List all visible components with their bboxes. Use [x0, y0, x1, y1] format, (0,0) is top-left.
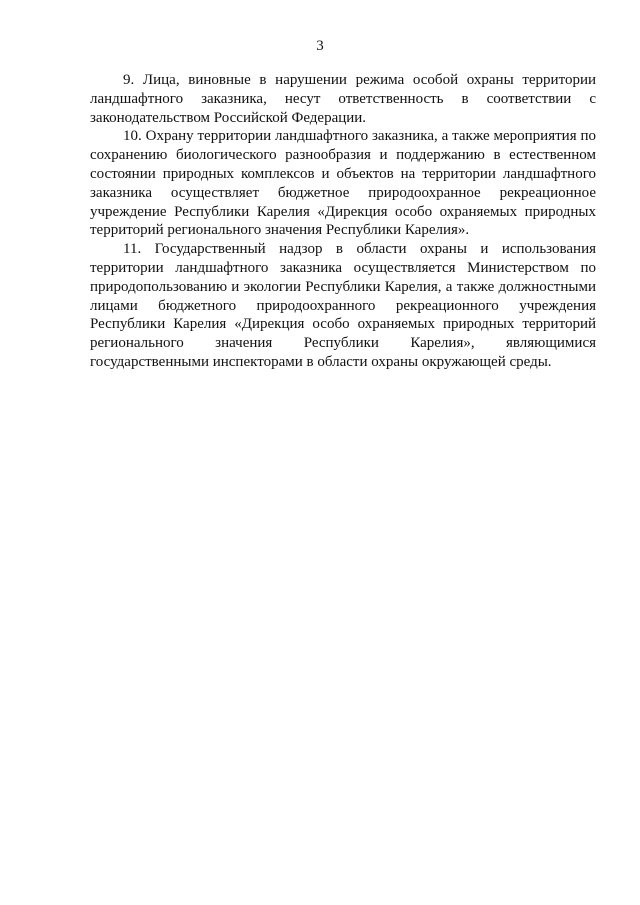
page-number: 3 [316, 38, 324, 54]
document-body [90, 71, 596, 372]
paragraph-9: 9. Лица, виновные в нарушении режима особой охраны территории ландшафтного заказника, несут ответственность в соответствии с законодательством Российской Федерации. [90, 72, 596, 126]
paragraph-11: 11. Государственный надзор в области охраны и использования территории ландшафтного заказника осуществляется Министерством по природопользованию и экологии Республики Карелия, а также должностными лицами бюджетного природоохранного рекреационного учреждения Республики Карелия «Дирекция особо охраняемых природных территорий регионального значения Республики Карелия», являющимися государственными инспекторами в области охраны окружающей среды. [90, 241, 596, 370]
paragraph-10: 10. Охрану территории ландшафтного заказника, а также мероприятия по сохранению биологического разнообразия и поддержанию в естественном состоянии природных комплексов и объектов на территории ландшафтного заказника осуществляет бюджетное природоохранное рекреационное учреждение Республики Карелия «Дирекция особо охраняемых природных территорий регионального значения Республики Карелия». [90, 128, 596, 239]
